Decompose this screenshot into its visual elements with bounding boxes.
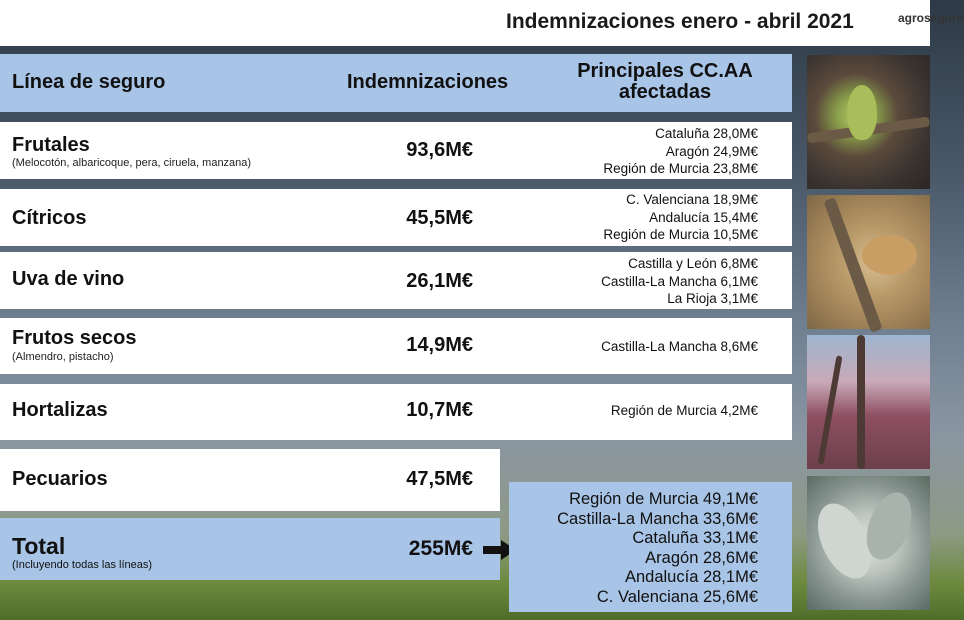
top-bar <box>0 0 964 46</box>
table-row <box>0 384 792 440</box>
region-item: Andalucía 28,1M€ <box>624 568 758 586</box>
region-item: Aragón 24,9M€ <box>665 143 758 159</box>
photo-frost-bud <box>807 55 930 189</box>
column-header-regions: Principales CC.AA afectadas <box>577 60 753 103</box>
pecuarios-row <box>0 449 500 511</box>
table-row <box>0 122 792 179</box>
photo-frost-leaves <box>807 195 930 329</box>
total-subtitle: (Incluyendo todas las líneas) <box>12 559 153 571</box>
column-header-amount: Indemnizaciones <box>347 71 509 93</box>
total-amount: 255M€ <box>408 537 473 560</box>
table-row <box>0 252 792 309</box>
row-name: Hortalizas <box>12 399 108 421</box>
photo-frozen-leaves <box>807 476 930 610</box>
row-regions <box>611 402 758 420</box>
region-item: Castilla-La Mancha 6,1M€ <box>601 273 758 289</box>
row-amount: 14,9M€ <box>406 334 473 356</box>
region-item: Castilla-La Mancha 8,6M€ <box>601 339 758 354</box>
region-item: C. Valenciana 25,6M€ <box>596 587 758 606</box>
row-name: Cítricos <box>12 207 87 229</box>
total-regions-box <box>509 482 792 612</box>
row-name: Pecuarios <box>12 468 108 490</box>
row-regions <box>601 255 758 308</box>
photo-blossoming-tree <box>807 335 930 469</box>
brand-logo: agroseguro <box>898 11 964 25</box>
region-item: Cataluña 28,0M€ <box>655 126 758 141</box>
region-item: Castilla y León 6,8M€ <box>628 256 758 271</box>
total-label: Total <box>12 533 66 559</box>
total-regions-list <box>557 490 758 607</box>
total-row <box>0 518 500 580</box>
row-regions <box>601 338 758 356</box>
table-row <box>0 189 792 246</box>
column-header-line: Línea de seguro <box>12 71 166 93</box>
region-item: Andalucía 15,4M€ <box>649 209 758 225</box>
region-item: Aragón 28,6M€ <box>645 548 758 567</box>
page-title: Indemnizaciones enero - abril 2021 <box>506 10 854 33</box>
row-amount: 93,6M€ <box>406 139 473 161</box>
row-amount: 45,5M€ <box>406 207 473 229</box>
region-item: La Rioja 3,1M€ <box>667 291 758 306</box>
region-item: Región de Murcia 23,8M€ <box>603 161 758 176</box>
row-amount: 47,5M€ <box>406 468 473 490</box>
row-amount: 10,7M€ <box>406 399 473 421</box>
row-regions <box>603 125 758 178</box>
table-header <box>0 54 792 112</box>
table-row <box>0 318 792 374</box>
row-name: Frutos secos <box>12 327 137 349</box>
row-regions <box>603 191 758 244</box>
row-amount: 26,1M€ <box>406 270 473 292</box>
region-item: Región de Murcia 10,5M€ <box>603 227 758 242</box>
region-item: C. Valenciana 18,9M€ <box>626 192 758 207</box>
region-item: Cataluña 33,1M€ <box>632 529 758 547</box>
region-item: Castilla-La Mancha 33,6M€ <box>557 509 758 528</box>
row-name: Uva de vino <box>12 268 125 290</box>
row-subtitle: (Melocotón, albaricoque, pera, ciruela, manzana) <box>12 157 252 169</box>
row-subtitle: (Almendro, pistacho) <box>12 351 114 363</box>
region-item: Región de Murcia 49,1M€ <box>569 490 758 508</box>
row-name: Frutales <box>12 134 90 156</box>
region-item: Región de Murcia 4,2M€ <box>610 403 758 418</box>
